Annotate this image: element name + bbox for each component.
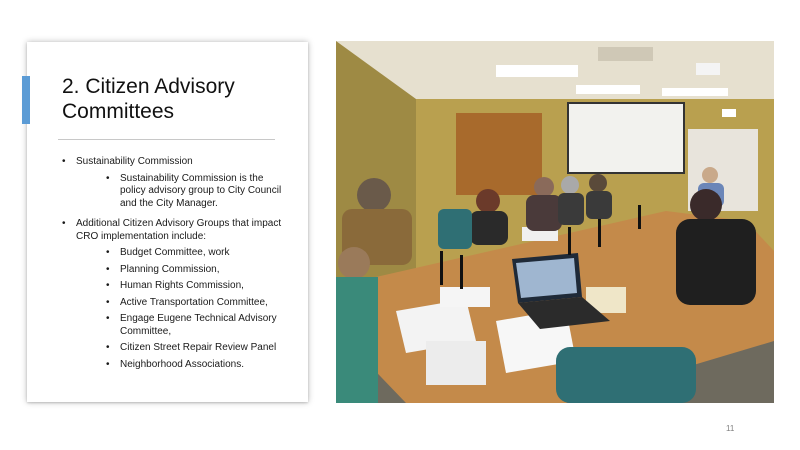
sub-bullet-item [76,173,282,211]
sub-bullet-item [76,297,282,310]
ceiling-light [496,65,578,77]
meeting-photo [336,41,774,403]
sub-bullet-item [76,313,282,338]
sub-bullet-text: Sustainability Commission is the policy advisory group to City Council and the City Manager. [120,172,282,209]
sub-bullet-text: Neighborhood Associations. [120,358,244,370]
person-head [357,178,391,212]
person-head [476,189,500,213]
microphone [638,205,641,229]
projection-screen [568,103,684,173]
microphone [568,227,571,255]
person-head [338,247,370,279]
person-body [586,191,612,219]
person-body [558,193,584,225]
sub-bullet-item [76,264,282,277]
projector [696,63,720,75]
sub-bullet-text: Engage Eugene Technical Advisory Committee, [120,313,277,337]
microphone [460,255,463,289]
microphone [440,251,443,285]
bulletin-board [456,113,542,195]
sub-bullet-text: Planning Commission, [120,263,220,275]
page-number: 11 [726,424,735,433]
ceiling-light [662,88,728,96]
person-body [470,211,508,245]
person-head [690,189,722,221]
sub-bullet-item [76,247,282,260]
person-head [702,167,718,183]
laptop-screen [516,258,577,298]
sub-bullet-text: Human Rights Commission, [120,280,244,291]
person-head [561,176,579,194]
sub-bullet-item [76,342,282,355]
title-accent-bar [22,76,30,124]
bullet-text: Sustainability Commission [76,156,193,167]
sub-bullet-item [76,280,282,293]
bullet-item [62,218,282,371]
microphone [598,219,601,247]
person-body [336,277,378,403]
sub-bullet-text: Budget Committee, work [120,247,230,258]
person-head [589,174,607,192]
chair [556,347,696,403]
papers [426,341,486,385]
chair [438,209,472,249]
person-head [534,177,554,197]
bullet-text: Additional Citizen Advisory Groups that impact CRO implementation include: [76,218,282,242]
person-body [676,219,756,305]
ceiling-vent [598,47,653,61]
name-sign [440,287,490,307]
ceiling-light [576,85,640,94]
sub-bullet-text: Citizen Street Repair Review Panel [120,342,277,353]
meeting-photo-illustration [336,41,774,403]
sub-bullet-text: Active Transportation Committee, [120,296,268,308]
title-divider [58,139,275,140]
slide-title: 2. Citizen Advisory Committees [62,75,235,123]
sub-bullet-item [76,359,282,372]
bullet-list [62,156,282,371]
exit-sign [722,109,736,117]
bullet-item [62,156,282,210]
person-body [526,195,562,231]
